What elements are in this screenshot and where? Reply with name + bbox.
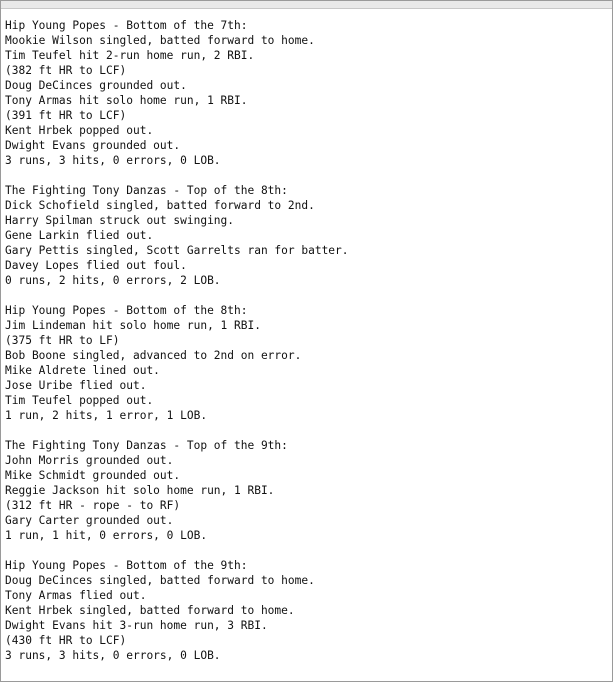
- log-line: Hip Young Popes - Bottom of the 7th:: [5, 19, 248, 32]
- log-line: Dwight Evans hit 3-run home run, 3 RBI.: [5, 619, 268, 632]
- log-line: Gene Larkin flied out.: [5, 229, 154, 242]
- log-line: Jose Uribe flied out.: [5, 379, 147, 392]
- log-line: (430 ft HR to LCF): [5, 634, 127, 647]
- log-blank-line: [5, 423, 608, 438]
- window-top-edge: [1, 1, 612, 9]
- log-blank-line: [5, 543, 608, 558]
- log-line: Bob Boone singled, advanced to 2nd on error.: [5, 349, 302, 362]
- log-line: Mike Aldrete lined out.: [5, 364, 160, 377]
- log-blank-line: [5, 168, 608, 183]
- log-line: Hip Young Popes - Bottom of the 8th:: [5, 304, 248, 317]
- log-line: Doug DeCinces singled, batted forward to home.: [5, 574, 315, 587]
- log-line: Doug DeCinces grounded out.: [5, 79, 187, 92]
- log-line: Reggie Jackson hit solo home run, 1 RBI.: [5, 484, 275, 497]
- log-line: Hip Young Popes - Bottom of the 9th:: [5, 559, 248, 572]
- log-line: Kent Hrbek singled, batted forward to home.: [5, 604, 295, 617]
- log-line: Tim Teufel popped out.: [5, 394, 154, 407]
- log-blank-line: [5, 288, 608, 303]
- log-line: Gary Pettis singled, Scott Garrelts ran for batter.: [5, 244, 349, 257]
- log-line: The Fighting Tony Danzas - Top of the 8th:: [5, 184, 288, 197]
- log-line: 1 run, 2 hits, 1 error, 1 LOB.: [5, 409, 208, 422]
- log-line: Kent Hrbek popped out.: [5, 124, 154, 137]
- log-line: Mike Schmidt grounded out.: [5, 469, 181, 482]
- log-line: (375 ft HR to LF): [5, 334, 120, 347]
- log-line: (391 ft HR to LCF): [5, 109, 127, 122]
- log-line: Dick Schofield singled, batted forward to 2nd.: [5, 199, 315, 212]
- log-line: Davey Lopes flied out foul.: [5, 259, 187, 272]
- log-line: Gary Carter grounded out.: [5, 514, 174, 527]
- log-line: Mookie Wilson singled, batted forward to home.: [5, 34, 315, 47]
- log-line: 3 runs, 3 hits, 0 errors, 0 LOB.: [5, 649, 221, 662]
- log-line: Tim Teufel hit 2-run home run, 2 RBI.: [5, 49, 255, 62]
- log-line: 0 runs, 2 hits, 0 errors, 2 LOB.: [5, 274, 221, 287]
- play-by-play-log: [5, 18, 608, 663]
- log-line: Tony Armas flied out.: [5, 589, 147, 602]
- log-line: The Fighting Tony Danzas - Top of the 9th:: [5, 439, 288, 452]
- log-line: 3 runs, 3 hits, 0 errors, 0 LOB.: [5, 154, 221, 167]
- log-line: Jim Lindeman hit solo home run, 1 RBI.: [5, 319, 261, 332]
- log-line: 1 run, 1 hit, 0 errors, 0 LOB.: [5, 529, 208, 542]
- log-line: John Morris grounded out.: [5, 454, 174, 467]
- log-line: Harry Spilman struck out swinging.: [5, 214, 235, 227]
- log-line: (312 ft HR - rope - to RF): [5, 499, 181, 512]
- log-line: (382 ft HR to LCF): [5, 64, 127, 77]
- log-line: Dwight Evans grounded out.: [5, 139, 181, 152]
- log-line: Tony Armas hit solo home run, 1 RBI.: [5, 94, 248, 107]
